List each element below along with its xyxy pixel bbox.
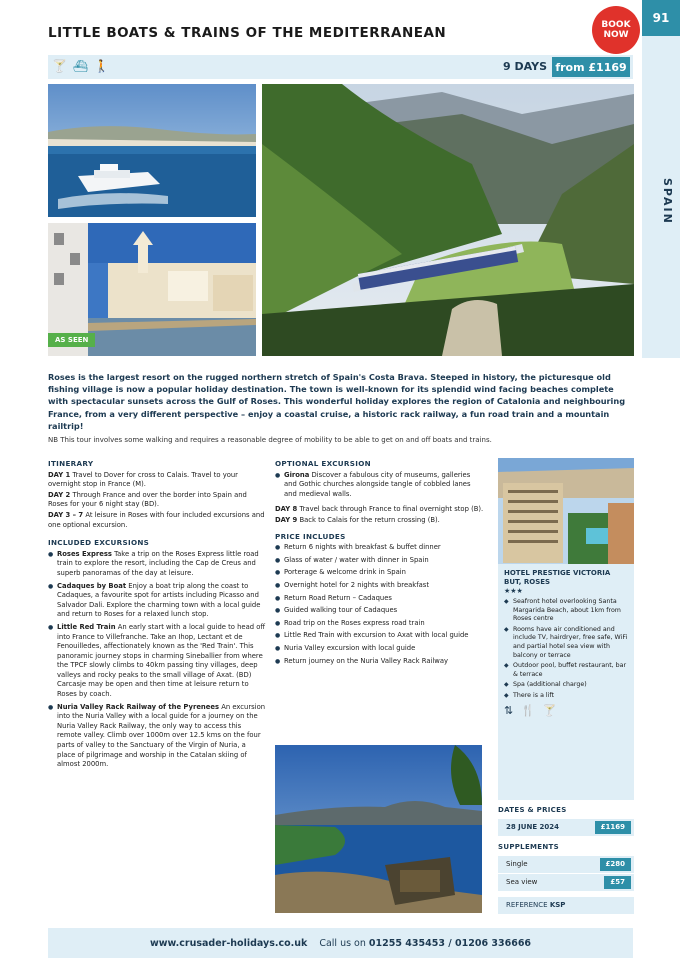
- list-item: ◆ Rooms have air conditioned and include TV, hairdryer, free safe, WiFi and partial hotel sea view with balcony or terrace: [504, 626, 628, 660]
- badge-line-1: BOOK: [601, 20, 631, 30]
- tour-price: from £1169: [552, 57, 630, 77]
- hotel-name: HOTEL PRESTIGE VICTORIA BUT, ROSES: [504, 569, 611, 586]
- phone-numbers: 01255 435453 / 01206 336666: [368, 937, 532, 949]
- hotel-features-list: [504, 598, 628, 701]
- list-item: ● Nuria Valley excursion with local guide: [275, 644, 485, 654]
- itinerary-column: [48, 459, 266, 773]
- badge-line-2: NOW: [603, 30, 629, 40]
- itinerary-day: DAY 2 Through France and over the border into Spain and Roses for your 6 night stay (BD).: [48, 490, 247, 509]
- feature-icons: [52, 59, 108, 73]
- rack-railway-photo: [262, 84, 634, 356]
- included-excursions-heading: INCLUDED EXCURSIONS: [48, 538, 150, 548]
- cocktail-icon: 🍸: [52, 59, 67, 73]
- list-item: ● Girona Discover a fabulous city of museums, galleries and Gothic churches alongside tangle of cobbled lanes and medieval walls.: [275, 471, 485, 500]
- list-item: ● Return Road Return – Cadaques: [275, 594, 485, 604]
- departure-date-row: [498, 819, 634, 836]
- itinerary-day: DAY 1 Travel to Dover for cross to Calais. Travel to your overnight stop in France (M).: [48, 470, 238, 489]
- restaurant-icon: 🍴: [521, 703, 535, 717]
- call-label: Call us on: [319, 937, 366, 949]
- departure-date: 28 JUNE 2024: [506, 823, 560, 831]
- list-item: ● Return journey on the Nuria Valley Rack Railway: [275, 657, 485, 667]
- list-item: ● Return 6 nights with breakfast & buffet dinner: [275, 543, 485, 553]
- optional-excursion-list: [275, 471, 485, 500]
- hotel-details: [498, 564, 634, 800]
- itinerary-day: DAY 3 – 7 At leisure in Roses with four included excursions and one optional excursion.: [48, 510, 265, 529]
- list-item: ◆ Outdoor pool, buffet restaurant, bar & terrace: [504, 662, 628, 679]
- departure-price: £1169: [595, 821, 631, 834]
- list-item: ● Cadaques by Boat Enjoy a boat trip along the coast to Cadaques, a favourite spot for artists including Picasso and Salvador Dali. Explore the charming town with a local guide and return to Roses for a relaxed lunch stop.: [48, 582, 266, 620]
- tour-duration: 9 DAYS: [503, 60, 547, 73]
- list-item: ● Little Red Train with excursion to Axat with local guide: [275, 631, 485, 641]
- price-includes-heading: PRICE INCLUDES: [275, 531, 346, 541]
- hotel-facility-icons: [504, 704, 628, 717]
- website-link[interactable]: www.crusader-holidays.co.uk: [149, 937, 308, 949]
- list-item: ◆ There is a lift: [504, 692, 628, 701]
- reference-code: KSP: [549, 901, 566, 909]
- itinerary-day: DAY 9 Back to Calais for the return crossing (B).: [275, 515, 440, 524]
- contact-footer: [48, 928, 633, 958]
- supplement-row: [498, 856, 634, 873]
- country-label: SPAIN: [661, 178, 674, 225]
- phone-contact[interactable]: [319, 938, 531, 949]
- list-item: ● Little Red Train An early start with a local guide to head off into France to Villefranche. Take an Ihop, Lectant et de Fenouilledes, affectionately known as the 'Red Train'. This panoramic journey stops in charming Sineballier from where the TPCF slowly climbs to 40km passing tiny villages, deep valleys and rocky peaks to the small village of Axat. (BD) Carcasje may be open and then time at leisure return to Roses by coach.: [48, 623, 266, 700]
- coastline-photo: [275, 745, 482, 913]
- lift-icon: ⇅: [504, 703, 514, 717]
- dates-prices-heading: DATES & PRICES: [498, 806, 567, 814]
- tour-introduction: Roses is the largest resort on the rugged northern stretch of Spain's Costa Brava. Steeped in history, the picturesque old fishing village is now a popular holiday destination. The town is well-known for its splendid wind facing beaches complete with spectacular sunsets across the Gulf of Roses. This wonderful holiday explores the region of Catalonia and neighbouring France, from a very different perspective – enjoy a coastal cruise, a historic rack railway, a fun road train and a mountain railtrip!: [48, 372, 626, 431]
- included-excursions-list: [48, 550, 266, 770]
- hotel-star-rating: ★★★: [504, 587, 523, 595]
- supplements-heading: SUPPLEMENTS: [498, 843, 559, 851]
- supplement-label: Single: [506, 860, 528, 868]
- supplement-row: [498, 874, 634, 891]
- walking-icon: 🚶: [94, 59, 109, 73]
- supplement-label: Sea view: [506, 878, 538, 886]
- mobility-note: NB This tour involves some walking and requires a reasonable degree of mobility to be able to get on and off boats and trains.: [48, 436, 492, 444]
- list-item: ● Glass of water / water with dinner in Spain: [275, 556, 485, 566]
- tour-reference: [498, 897, 634, 914]
- country-side-tab: [642, 0, 680, 358]
- price-includes-list: [275, 543, 485, 666]
- list-item: ● Road trip on the Roses express road train: [275, 619, 485, 629]
- boat-icon: ⛴: [73, 59, 89, 73]
- reference-label: REFERENCE: [506, 901, 548, 909]
- page-number: 91: [642, 0, 680, 36]
- hotel-photo: [498, 458, 634, 564]
- itinerary-heading: ITINERARY: [48, 459, 94, 468]
- itinerary-day: DAY 8 Travel back through France to final overnight stop (B).: [275, 505, 484, 514]
- bar-icon: 🍸: [542, 703, 557, 717]
- tour-title: LITTLE BOATS & TRAINS OF THE MEDITERRANEAN: [48, 25, 447, 41]
- boat-harbour-photo: [48, 84, 256, 217]
- excursions-column: [275, 459, 485, 669]
- as-seen-label: AS SEEN: [48, 333, 95, 347]
- list-item: ● Nuria Valley Rack Railway of the Pyrenees An excursion into the Nuria Valley with a local guide for a journey on the Nuria Valley Rack Railway, the only way to access this remote valley. Climb over 1000m over 12.5 kms on the four parts of valley to the Sanctuary of the Virgin of Nuria, a place of pilgrimage and worship in the Catalan skiing of almost 2000m.: [48, 703, 266, 770]
- supplement-price: £57: [604, 876, 631, 889]
- list-item: ● Overnight hotel for 2 nights with breakfast: [275, 581, 485, 591]
- optional-excursion-heading: OPTIONAL EXCURSION: [275, 459, 371, 468]
- supplement-price: £280: [600, 858, 631, 871]
- book-now-badge[interactable]: [592, 6, 640, 54]
- list-item: ● Roses Express Take a trip on the Roses Express little road train to explore the resort, including the Cap de Creus and superb panoramas of the day at leisure.: [48, 550, 266, 579]
- list-item: ● Guided walking tour of Cadaques: [275, 606, 485, 616]
- tour-info-bar: [48, 55, 633, 79]
- list-item: ◆ Spa (additional charge): [504, 681, 628, 690]
- list-item: ● Porterage & welcome drink in Spain: [275, 568, 485, 578]
- list-item: ◆ Seafront hotel overlooking Santa Margarida Beach, about 1km from Roses centre: [504, 598, 628, 624]
